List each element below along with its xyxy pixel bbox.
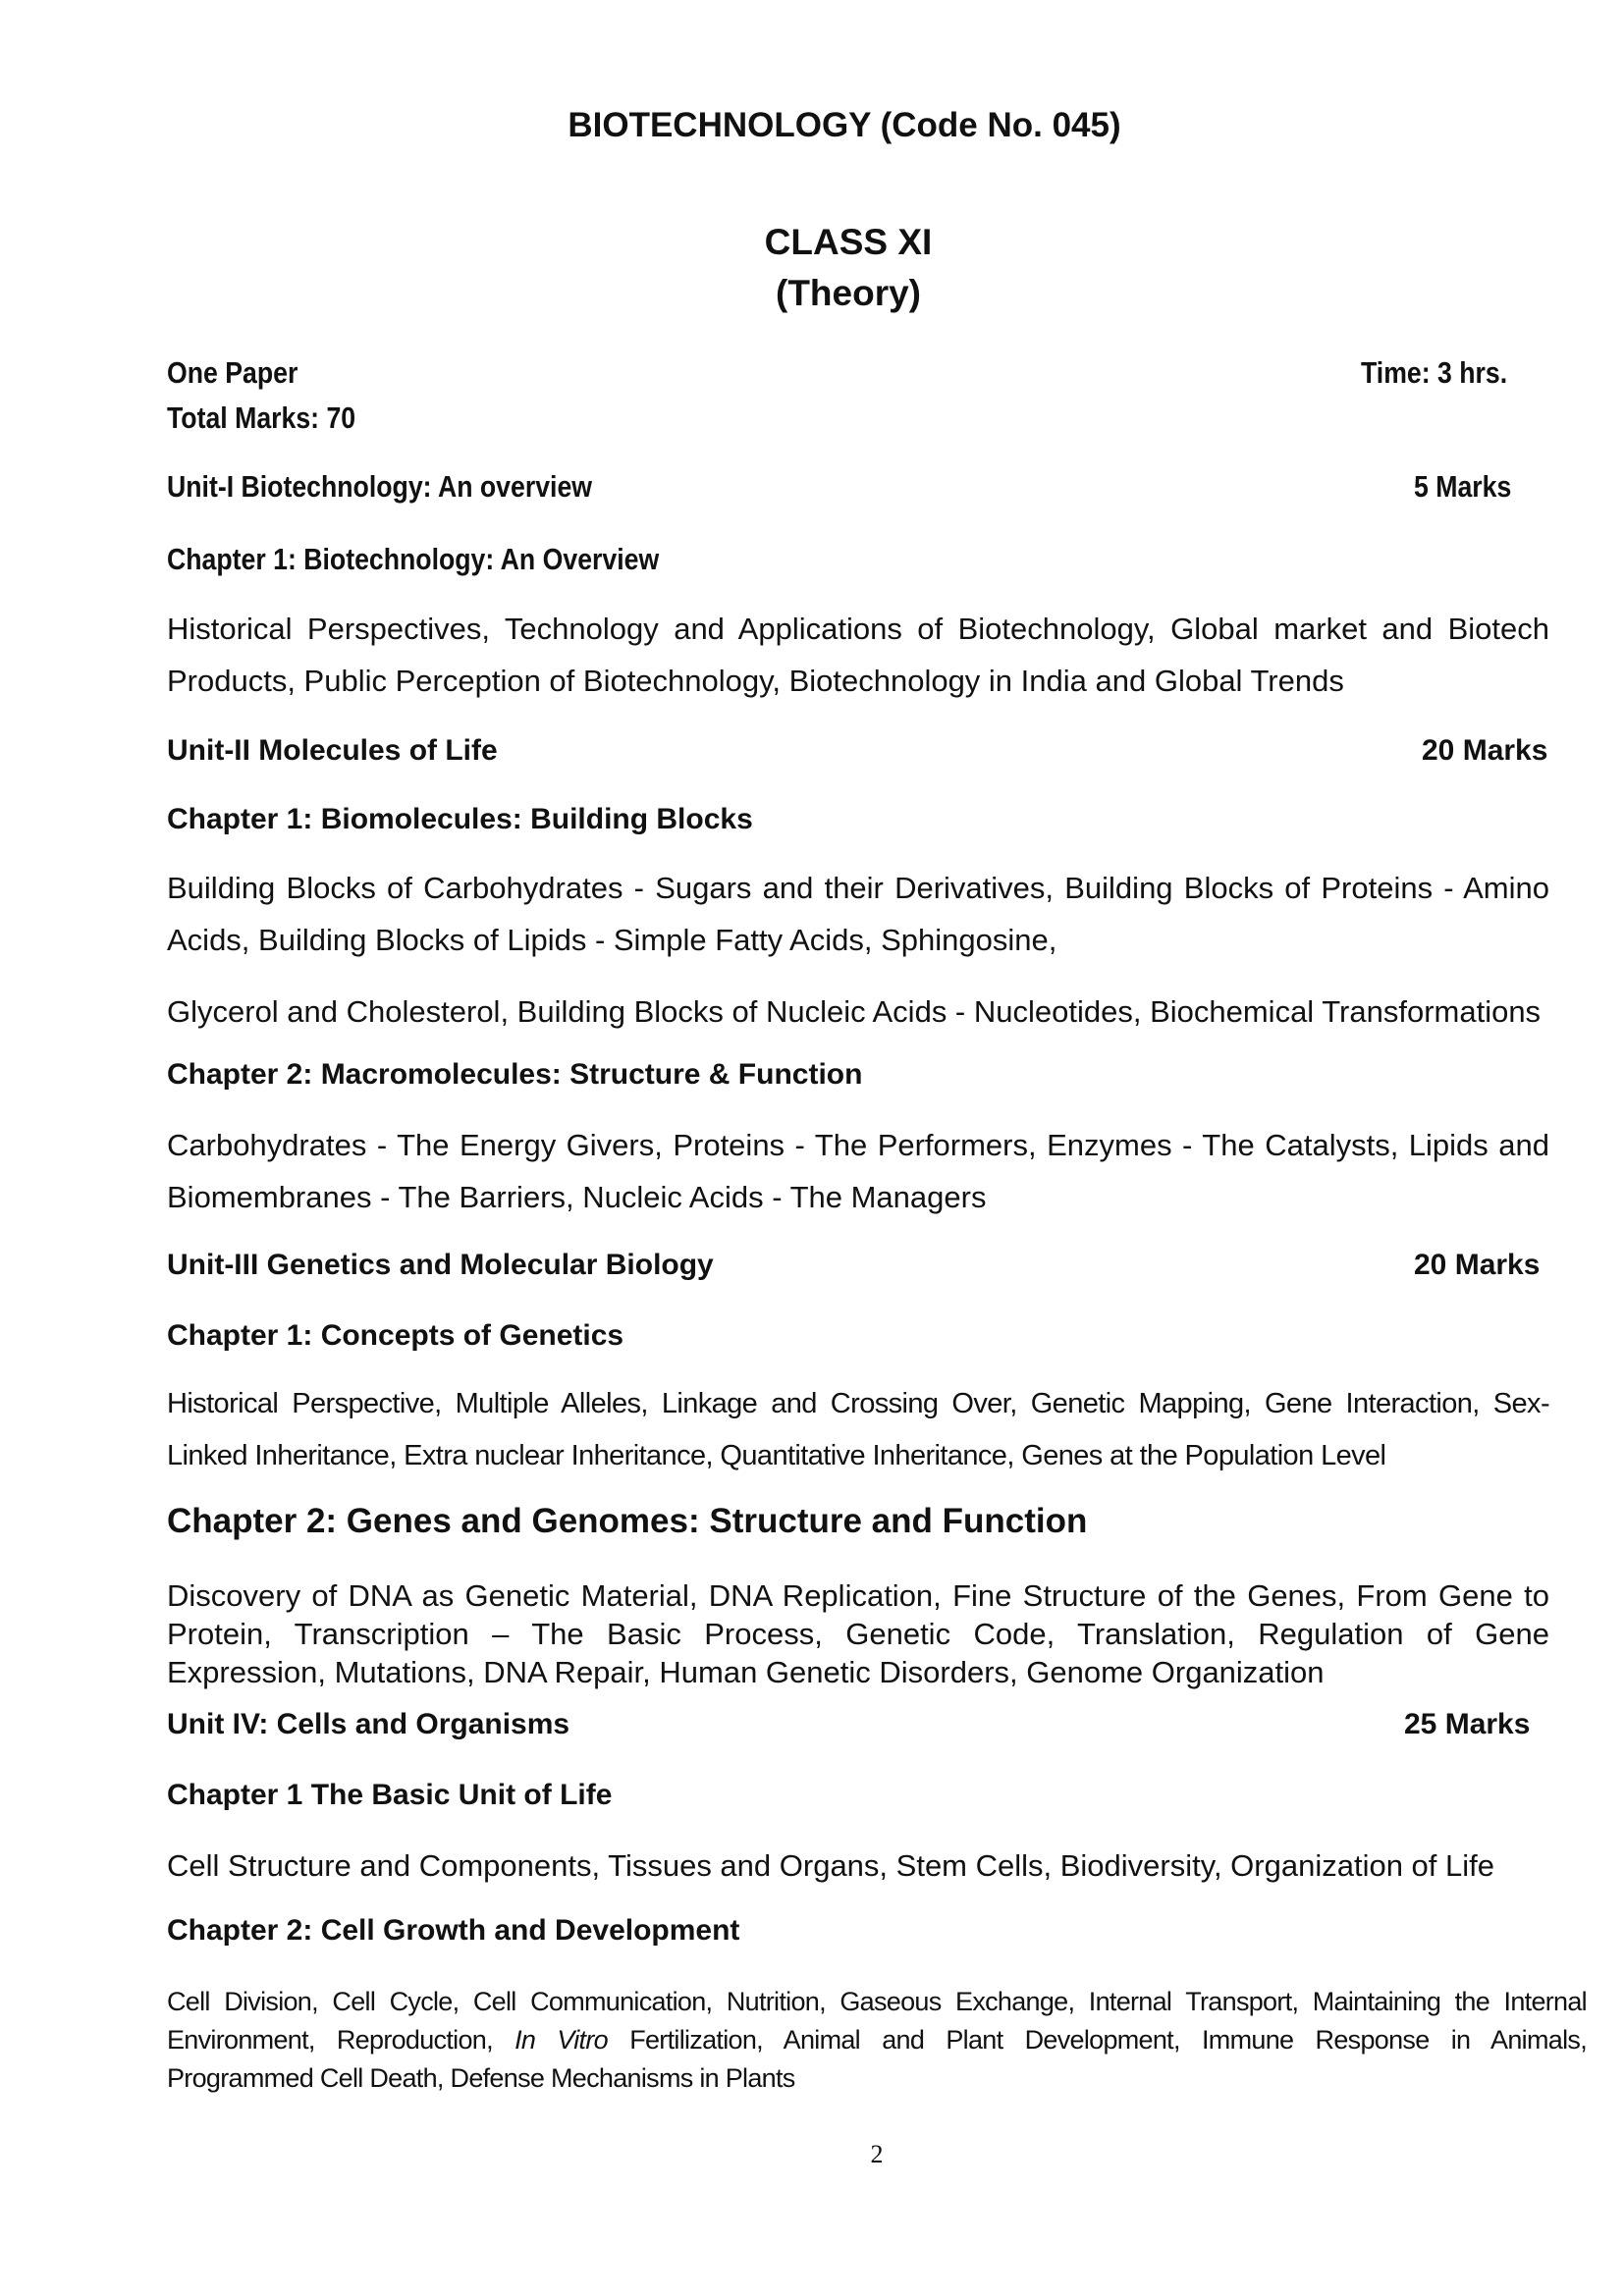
page-number: 2 bbox=[870, 2140, 884, 2168]
chapter-content bbox=[167, 1983, 1587, 2098]
content-line: Historical Perspective, Multiple Alleles, Linkage and Crossing Over, Genetic Mapping, Gene Interaction, Sex- bbox=[167, 1388, 1549, 1419]
content-line: Cell Structure and Components, Tissues and Organs, Stem Cells, Biodiversity, Organization of Life bbox=[167, 1848, 1494, 1883]
chapter-title: Chapter 1: Biomolecules: Building Blocks bbox=[167, 803, 753, 835]
chapter-title: Chapter 1 The Basic Unit of Life bbox=[167, 1779, 613, 1811]
content-fragment: Fertilization, Animal and Plant Development, Immune Response in Animals, bbox=[629, 2025, 1587, 2055]
content-line: Expression, Mutations, DNA Repair, Human Genetic Disorders, Genome Organization bbox=[167, 1655, 1325, 1689]
content-fragment: Environment, Reproduction, bbox=[167, 2025, 493, 2055]
italic-term: In Vitro bbox=[514, 2025, 608, 2055]
content-line: Linked Inheritance, Extra nuclear Inheritance, Quantitative Inheritance, Genes at the Population Level bbox=[167, 1440, 1386, 1471]
content-line: Products, Public Perception of Biotechnology, Biotechnology in India and Global Trends bbox=[167, 664, 1344, 698]
unit-marks: 5 Marks bbox=[1414, 469, 1512, 504]
chapter-content bbox=[167, 603, 1549, 707]
total-marks-label: Total Marks: 70 bbox=[167, 400, 356, 435]
content-line: Biomembranes - The Barriers, Nucleic Acids - The Managers bbox=[167, 1180, 987, 1214]
document-title: BIOTECHNOLOGY (Code No. 045) bbox=[568, 106, 1121, 144]
chapter-content bbox=[167, 1840, 1549, 1892]
content-line: Building Blocks of Carbohydrates - Sugars and their Derivatives, Building Blocks of Proteins - Amino bbox=[167, 871, 1549, 905]
chapter-content bbox=[167, 1119, 1549, 1223]
class-sub-label: (Theory) bbox=[776, 273, 921, 313]
time-label: Time: 3 hrs. bbox=[1361, 355, 1508, 390]
unit-title: Unit-I Biotechnology: An overview bbox=[167, 469, 593, 504]
chapter-title: Chapter 1: Biotechnology: An Overview bbox=[167, 542, 660, 576]
unit-title: Unit IV: Cells and Organisms bbox=[167, 1708, 570, 1740]
content-line: Programmed Cell Death, Defense Mechanisms in Plants bbox=[167, 2063, 795, 2093]
chapter-content-extra bbox=[167, 986, 1549, 1038]
paper-label: One Paper bbox=[167, 355, 298, 390]
content-line: Protein, Transcription – The Basic Process, Genetic Code, Translation, Regulation of Gene bbox=[167, 1617, 1549, 1651]
unit-title: Unit-II Molecules of Life bbox=[167, 734, 498, 767]
unit-marks: 20 Marks bbox=[1414, 1249, 1541, 1281]
unit-marks: 25 Marks bbox=[1404, 1708, 1531, 1740]
content-line: Glycerol and Cholesterol, Building Blocks of Nucleic Acids - Nucleotides, Biochemical Transformations bbox=[167, 994, 1542, 1029]
content-line: Discovery of DNA as Genetic Material, DNA Replication, Fine Structure of the Genes, From Gene to bbox=[167, 1578, 1549, 1613]
content-line: Cell Division, Cell Cycle, Cell Communication, Nutrition, Gaseous Exchange, Internal Transport, Maintaining the Internal bbox=[167, 1987, 1587, 2016]
content-line: Carbohydrates - The Energy Givers, Proteins - The Performers, Enzymes - The Catalysts, Lipids and bbox=[167, 1128, 1549, 1162]
content-line: Acids, Building Blocks of Lipids - Simple Fatty Acids, Sphingosine, bbox=[167, 923, 1057, 957]
content-line-mixed bbox=[167, 2021, 1587, 2059]
class-label: CLASS XI bbox=[764, 222, 933, 262]
chapter-content bbox=[167, 862, 1549, 966]
chapter-title: Chapter 1: Concepts of Genetics bbox=[167, 1319, 624, 1352]
chapter-title: Chapter 2: Cell Growth and Development bbox=[167, 1914, 740, 1947]
unit-title: Unit-III Genetics and Molecular Biology bbox=[167, 1249, 714, 1281]
chapter-title: Chapter 2: Genes and Genomes: Structure and Function bbox=[167, 1502, 1088, 1540]
chapter-content bbox=[167, 1378, 1549, 1482]
chapter-title: Chapter 2: Macromolecules: Structure & Function bbox=[167, 1058, 863, 1091]
chapter-content bbox=[167, 1576, 1549, 1691]
unit-marks: 20 Marks bbox=[1422, 734, 1548, 767]
content-line: Historical Perspectives, Technology and Applications of Biotechnology, Global market and Biotech bbox=[167, 612, 1549, 646]
